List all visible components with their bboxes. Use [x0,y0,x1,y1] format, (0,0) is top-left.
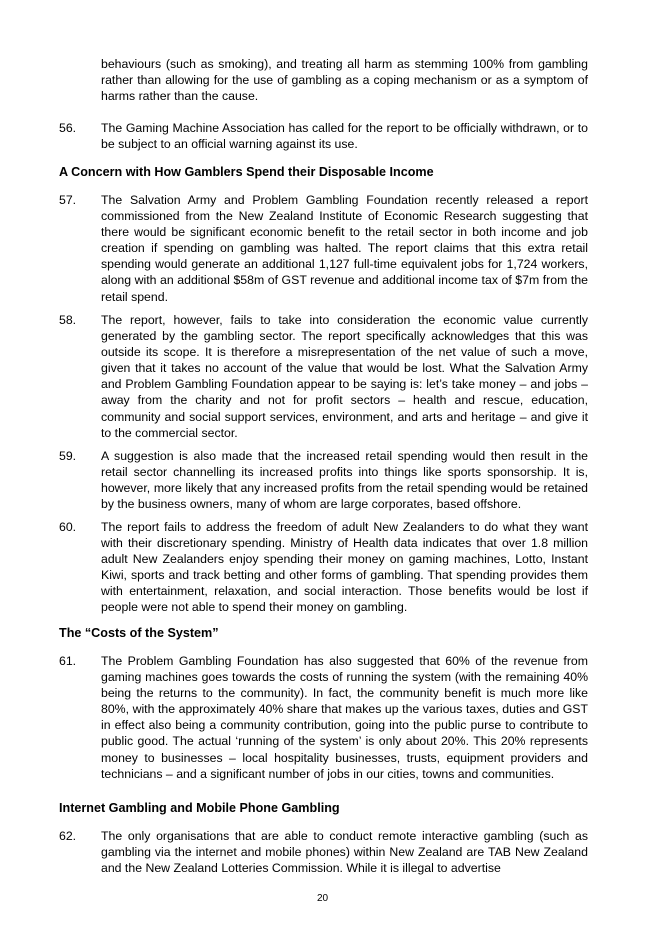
paragraph-number: 62. [59,829,77,843]
continuation-text: behaviours (such as smoking), and treating all harm as stemming 100% from gambling rather than allowing for the use of gambling as a coping mechanism or as a symptom of harms rather than the cause. [101,57,588,104]
paragraph-number: 60. [59,520,77,534]
section-heading-costs-of-system: The “Costs of the System” [59,626,219,640]
paragraph-number: 59. [59,449,77,463]
paragraph-59 [59,448,588,512]
section-heading-internet-gambling: Internet Gambling and Mobile Phone Gambling [59,801,340,815]
paragraph-number: 56. [59,121,77,135]
paragraph-text: The Salvation Army and Problem Gambling Foundation recently released a report commissioned from the New Zealand Institute of Economic Research suggesting that there would be significant economic benefit to the retail sector in both income and job creation if spending on gambling was halted. The report claims that this extra retail spending would generate an additional 1,127 full-time equivalent jobs for 1,724 workers, along with an additional $58m of GST revenue and additional income tax of $7m from the retail spend. [101,193,588,304]
paragraph-57 [59,192,588,305]
paragraph-text: A suggestion is also made that the increased retail spending would then result in the retail sector channelling its increased profits into things like sports sponsorship. It is, however, more likely that any increased profits from the retail spending would be retained by the business owners, many of whom are large corporates, based offshore. [101,449,588,512]
paragraph-number: 61. [59,654,77,668]
paragraph-text: The only organisations that are able to conduct remote interactive gambling (such as gambling via the internet and mobile phones) within New Zealand are TAB New Zealand and the New Zealand Lotteries Commission. While it is illegal to advertise [101,829,588,876]
paragraph-61 [59,653,588,782]
paragraph-text: The Problem Gambling Foundation has also suggested that 60% of the revenue from gaming machines goes towards the costs of running the system (with the remaining 40% being the returns to the community). In fact, the community benefit is much more like 80%, with the approximately 40% share that makes up the various taxes, duties and GST in effect also being a community contribution, going into the public purse to contribute to public good. The actual ‘running of the system’ is only about 20%. This 20% represents money to businesses – local hospitality businesses, trusts, equipment providers and technicians – and a significant number of jobs in our cities, towns and communities. [101,654,588,781]
paragraph-58 [59,312,588,441]
paragraph-60 [59,519,588,616]
paragraph-text: The Gaming Machine Association has called for the report to be officially withdrawn, or to be subject to an official warning against its use. [101,121,588,152]
paragraph-number: 57. [59,193,77,207]
paragraph-number: 58. [59,313,77,327]
paragraph-56 [59,120,588,152]
section-heading-disposable-income: A Concern with How Gamblers Spend their Disposable Income [59,165,434,179]
paragraph-text: The report, however, fails to take into consideration the economic value currently generated by the gambling sector. The report specifically acknowledges that this was outside its scope. It is therefore a misrepresentation of the net value of such a move, given that it takes no account of the value that would be lost. What the Salvation Army and Problem Gambling Foundation appear to be saying is: let’s take money – and jobs – away from the charity and not for profit sectors – health and rescue, education, community and social support services, environment, and arts and heritage – and give it to the commercial sector. [101,313,588,440]
page-number: 20 [316,893,329,904]
paragraph-62 [59,828,588,876]
paragraph-text: The report fails to address the freedom of adult New Zealanders to do what they want with their discretionary spending. Ministry of Health data indicates that over 1.8 million adult New Zealanders enjoy spending their money on gaming machines, Lotto, Instant Kiwi, sports and track betting and other forms of gambling. That spending provides them with entertainment, relaxation, and social interaction. Those benefits would be lost if people were not able to spend their money on gambling. [101,520,588,615]
